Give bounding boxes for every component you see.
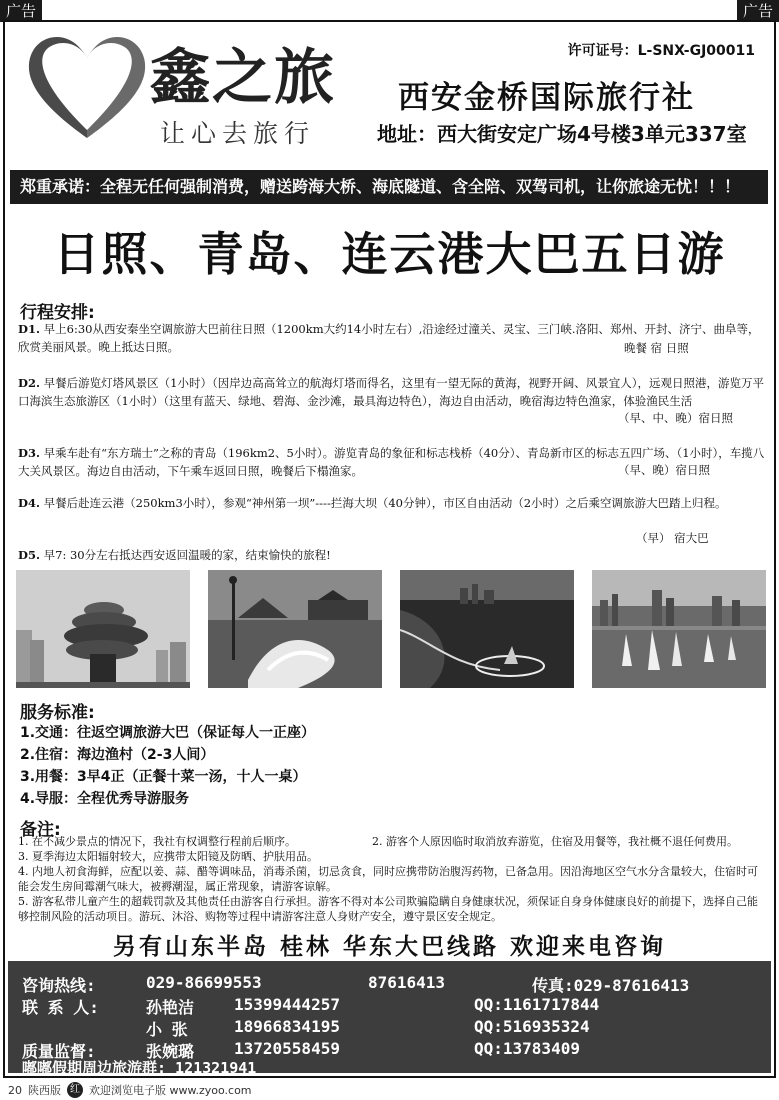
photo-may-fourth-square	[16, 570, 190, 688]
itinerary-day	[18, 546, 766, 564]
footer-link[interactable]: 欢迎浏览电子版 www.zyoo.com	[89, 1084, 252, 1097]
ad-label-right: 广告	[737, 0, 779, 22]
itinerary-day	[18, 494, 766, 512]
company-address: 地址：西大街安定广场4号楼3单元337室	[377, 122, 747, 146]
hotline-number: 029-86699553	[146, 973, 262, 992]
service-item: 2.住宿：海边渔村（2-3人间）	[20, 747, 215, 763]
contact-label: 联 系 人:	[22, 998, 99, 1017]
photo-olympic-sailing-center	[592, 570, 766, 688]
brand-name: 鑫之旅	[150, 43, 336, 113]
day-meals: （早、晚）宿日照	[618, 463, 710, 477]
day-meals: （早、中、晚）宿日照	[618, 411, 733, 425]
page-title: 日照、青岛、连云港大巴五日游	[53, 227, 726, 281]
promise-banner: 郑重承诺：全程无任何强制消费，赠送跨海大桥、海底隧道、含全陪、双驾司机，让你旅途无忧！！！	[10, 170, 768, 204]
quality-label: 质量监督:	[22, 1042, 96, 1061]
day-text: 早上6:30从西安秦坐空调旅游大巴前往日照（1200km大约14小时左右）,沿途经过潼关、灵宝、三门峡.洛阳、郑州、开封、济宁、曲阜等，欣赏美丽风景。晚上抵达日照。	[18, 322, 760, 354]
contact-phone: 18966834195	[234, 1017, 340, 1036]
note-item: 2. 游客个人原因临时取消放弃游览，住宿及用餐等，我社概不退任何费用。	[372, 835, 738, 848]
hotline-label: 咨询热线:	[22, 976, 96, 995]
notes-heading: 备注:	[20, 820, 61, 840]
hotline-number-2: 87616413	[368, 973, 446, 992]
edition-badge-icon: 红	[67, 1082, 83, 1098]
heart-logo-icon	[22, 26, 152, 144]
contact-phone: 15399444257	[234, 995, 340, 1014]
license-number: 许可证号：L-SNX-GJ00011	[567, 43, 755, 59]
contact-box	[8, 961, 771, 1077]
day-text: 早餐后游览灯塔风景区（1小时）（因岸边高高耸立的航海灯塔而得名，这里有一望无际的黄海，视野开阔、风景宜人），远观日照港，游览万平口海滨生态旅游区（1小时）（这里有蓝天、绿地、碧海、金沙滩，最具海边特色），海边自由活动，晚宿海边特色渔家，体验渔民生活	[18, 376, 764, 408]
note-item: 1. 在不减少景点的情况下，我社有权调整行程前后顺序。	[18, 835, 296, 848]
day-text: 早乘车赴有“东方瑞士”之称的青岛（196km2、5小时）。游览青岛的象征和标志栈桥（40分）、青岛新市区的标志五四广场、（1小时），车揽八大关风景区。海边自由活动，下午乘车返回日照，晚餐后下榻渔家。	[18, 446, 765, 478]
contact-person: 张婉璐	[146, 1042, 195, 1061]
contact-phone: 13720558459	[234, 1039, 340, 1058]
day-text: 早7: 30分左右抵达西安返回温暖的家，结束愉快的旅程!	[43, 548, 331, 562]
note-item: 3. 夏季海边太阳辐射较大，应携带太阳镜及防晒、护肤用品。	[18, 850, 318, 863]
note-item: 5. 游客私带儿童产生的超载罚款及其他责任由游客自行承担。游客不得对本公司欺骗隐瞒自身健康状况，须保证自身身体健康良好的前提下，选择自己能够控制风险的活动项目。游玩、沐浴、购物等过程中请游客注意人身财产安全，遵守景区安全规定。	[18, 895, 758, 923]
service-item: 3.用餐：3早4正（正餐十菜一汤，十人一桌）	[20, 769, 307, 785]
service-item: 1.交通：往返空调旅游大巴（保证每人一正座）	[20, 725, 316, 741]
day-tag: D2.	[18, 376, 40, 390]
day-tag: D1.	[18, 322, 40, 336]
itinerary-day	[18, 374, 766, 410]
photo-qingdao-bay-night	[400, 570, 574, 688]
tour-group: 嘟嘟假期周边旅游群: 121321941	[22, 1059, 257, 1077]
day-tag: D4.	[18, 496, 40, 510]
brand-slogan: 让心去旅行	[160, 119, 316, 148]
contact-person: 孙艳洁	[146, 998, 195, 1017]
other-routes-banner: 另有山东半岛 桂林 华东大巴线路 欢迎来电咨询	[112, 933, 667, 960]
day-meals: 晚餐 宿 日照	[624, 341, 689, 355]
day-tag: D3.	[18, 446, 40, 460]
day-text: 早餐后赴连云港（250km3小时），参观“神州第一坝”----拦海大坝（40分钟），市区自由活动（2小时）之后乘空调旅游大巴踏上归程。	[43, 496, 727, 510]
itinerary-heading: 行程安排:	[20, 303, 95, 323]
contact-qq: QQ:516935324	[474, 1017, 590, 1036]
service-item: 4.导服：全程优秀导游服务	[20, 791, 190, 807]
contact-qq: QQ:1161717844	[474, 995, 600, 1014]
contact-person: 小 张	[146, 1020, 188, 1039]
photo-zhanqiao-pier	[208, 570, 382, 688]
fax-number: 传真:029-87616413	[532, 976, 690, 995]
company-name: 西安金桥国际旅行社	[398, 80, 695, 116]
service-heading: 服务标准:	[20, 703, 95, 723]
page-number: 20	[8, 1083, 22, 1097]
note-item: 4. 内地人初食海鲜，应配以姜、蒜、醋等调味品，消毒杀菌，切忌贪食，同时应携带防治腹泻药物，已备急用。因沿海地区空气水分含量较大，住宿时可能会发生房间霉潮气味大，被褥潮湿，属正常现象，请游客谅解。	[18, 865, 758, 893]
day-tag: D5.	[18, 548, 40, 562]
day-meals: （早） 宿大巴	[636, 531, 709, 545]
page-footer	[8, 1082, 252, 1098]
ad-label-left: 广告	[0, 0, 42, 22]
contact-qq: QQ:13783409	[474, 1039, 580, 1058]
edition-label: 陕西版	[28, 1084, 61, 1097]
